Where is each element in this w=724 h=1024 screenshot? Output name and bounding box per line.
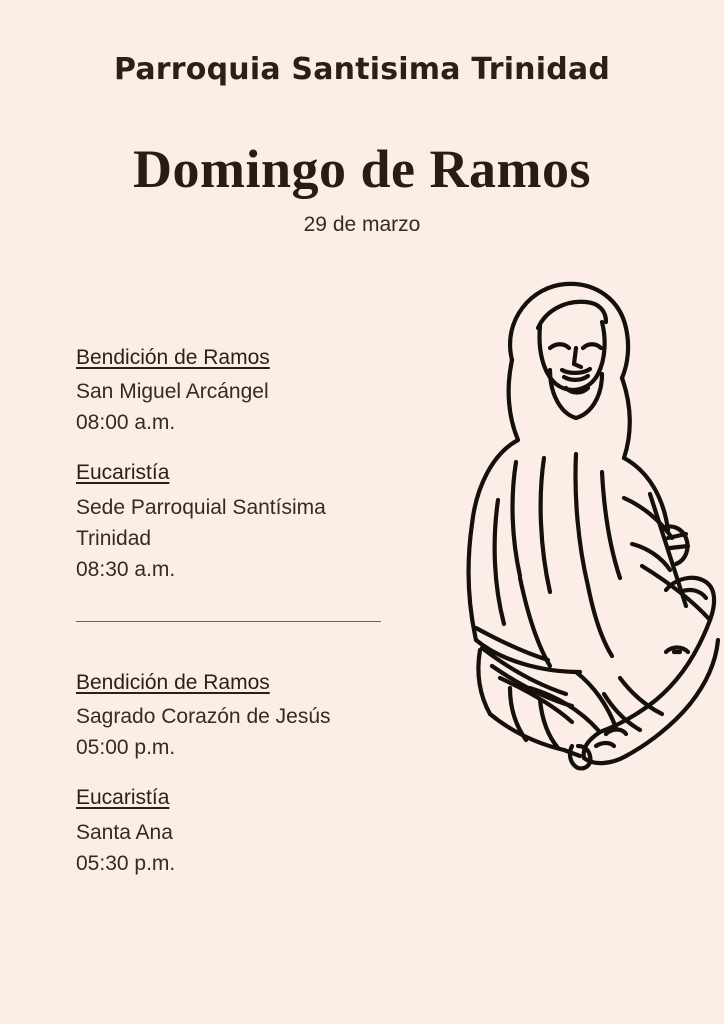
schedule-block-time: 05:00 p.m.: [76, 736, 176, 760]
section-divider: [76, 621, 381, 622]
event-date: 29 de marzo: [303, 213, 421, 236]
schedule-block-heading: Bendición de Ramos: [76, 671, 270, 694]
schedule-block-heading: Eucaristía: [76, 786, 170, 810]
schedule-block: [76, 460, 406, 584]
schedule-block-heading: Bendición de Ramos: [76, 346, 270, 369]
schedule-morning: [76, 345, 406, 587]
schedule-block-time: 08:30 a.m.: [76, 557, 176, 581]
schedule-block-location: Sagrado Corazón de Jesús: [76, 705, 331, 729]
schedule-block-time: 05:30 p.m.: [76, 851, 176, 875]
schedule-block-location: Santa Ana: [76, 820, 173, 844]
parish-title: Parroquia Santisima Trinidad: [113, 52, 611, 87]
schedule-block-location-cont: Trinidad: [76, 526, 152, 550]
schedule-block-time: 08:00 a.m.: [76, 411, 176, 435]
schedule-afternoon: [76, 670, 416, 881]
schedule-block-heading: Eucaristía: [76, 461, 170, 485]
schedule-block-location: San Miguel Arcángel: [76, 380, 269, 404]
schedule-block-location: Sede Parroquial Santísima: [76, 495, 326, 519]
jesus-on-donkey-icon: [380, 248, 720, 778]
schedule-block: [76, 670, 416, 763]
schedule-block: [76, 345, 406, 438]
page-title: Domingo de Ramos: [132, 139, 591, 199]
schedule-block: [76, 785, 416, 878]
